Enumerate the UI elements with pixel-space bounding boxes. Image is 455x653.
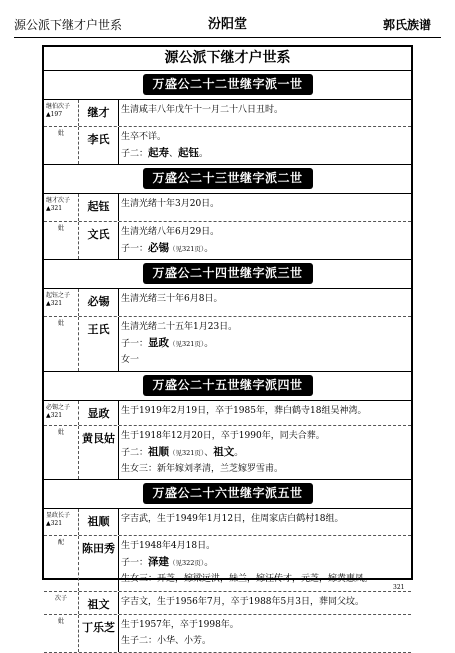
text-segment: 字吉武，生于1949年1月12日，住周家店白鹤村18组。 <box>121 514 344 524</box>
biography-cell <box>119 509 411 535</box>
biography-cell <box>119 100 411 126</box>
text-segment: 生卒不详。 <box>121 132 167 142</box>
biography-cell <box>119 615 411 652</box>
biography-cell <box>119 536 411 591</box>
biography-line <box>121 633 411 649</box>
relation-label: 继才次子 <box>46 197 71 204</box>
relation-cell <box>44 317 78 371</box>
page-note: （见321页） <box>169 245 205 253</box>
text-segment: 。 <box>199 149 209 159</box>
relation-cell <box>44 127 78 164</box>
generation-banner-label: 万盛公二十四世继字派三世 <box>142 263 312 284</box>
person-name: 必锡 <box>78 289 119 316</box>
relation-cell <box>44 100 78 126</box>
page-reference: ▲321 <box>46 205 63 212</box>
generation-banner <box>44 71 411 100</box>
person-entry <box>44 615 411 653</box>
biography-line <box>121 594 411 610</box>
biography-line <box>121 428 411 444</box>
biography-line <box>121 102 411 118</box>
child-name: 祖文 <box>213 446 235 458</box>
text-segment: 子二： <box>121 448 149 458</box>
person-name: 继才 <box>78 100 119 126</box>
biography-line <box>121 511 411 527</box>
page-note: （见321页） <box>169 340 205 348</box>
text-segment: 生于1948年4月18日。 <box>121 541 216 551</box>
text-segment: 子一： <box>121 558 149 568</box>
person-name: 起钰 <box>78 194 119 221</box>
text-segment: 。 <box>204 558 214 568</box>
generation-banner <box>44 372 411 401</box>
generation-banner-label: 万盛公二十二世继字派一世 <box>142 74 312 95</box>
header-rule <box>14 37 441 38</box>
text-segment: 生清光绪八年6月29日。 <box>121 227 220 237</box>
relation-cell <box>44 194 78 221</box>
child-name: 显政 <box>148 337 170 349</box>
biography-line <box>121 617 411 633</box>
relation-label: 妣 <box>57 320 64 327</box>
header-left-title: 源公派下继才户世系 <box>14 18 123 32</box>
text-segment: 生于1919年2月19日，卒于1985年，葬白鹤寺18组吴神湾。 <box>121 406 367 416</box>
generation-banner <box>44 165 411 194</box>
biography-cell <box>119 127 411 164</box>
biography-line <box>121 571 411 587</box>
person-name: 丁乐芝 <box>78 615 119 652</box>
person-name: 黄艮姑 <box>78 426 119 479</box>
person-entry <box>44 509 411 536</box>
biography-cell <box>119 222 411 259</box>
page-reference: ▲321 <box>46 412 63 419</box>
generation-banner <box>44 260 411 289</box>
biography-line <box>121 538 411 554</box>
relation-label: 妣 <box>57 618 64 625</box>
relation-label: 必锡之子 <box>46 404 71 411</box>
text-segment: 子一： <box>121 339 149 349</box>
relation-cell <box>44 401 78 425</box>
generations-list <box>44 71 411 653</box>
biography-line <box>121 196 411 212</box>
person-name: 祖文 <box>78 592 119 614</box>
relation-cell <box>44 509 78 535</box>
relation-cell <box>44 536 78 591</box>
biography-line <box>121 461 411 477</box>
person-entry <box>44 127 411 165</box>
biography-cell <box>119 592 411 614</box>
text-segment: 生于1957年，卒于1998年。 <box>121 620 239 630</box>
person-name: 显政 <box>78 401 119 425</box>
biography-cell <box>119 194 411 221</box>
page-reference: ▲197 <box>46 111 63 118</box>
relation-label: 显政长子 <box>46 512 71 519</box>
biography-line <box>121 319 411 335</box>
person-entry <box>44 317 411 372</box>
person-entry <box>44 426 411 480</box>
relation-cell <box>44 222 78 259</box>
text-segment: 子一： <box>121 244 149 254</box>
text-segment: 、 <box>204 448 214 458</box>
header-hall-name: 汾阳堂 <box>207 17 247 32</box>
relation-label: 妣 <box>57 429 64 436</box>
biography-line <box>121 352 411 368</box>
text-segment: 子二： <box>121 149 149 159</box>
running-header <box>0 0 455 42</box>
text-segment: 女一 <box>121 355 140 365</box>
child-name: 祖顺 <box>148 446 170 458</box>
biography-line <box>121 224 411 240</box>
relation-label: 继伯次子 <box>46 103 71 110</box>
text-segment: 。 <box>234 448 244 458</box>
relation-label: 次子 <box>54 595 67 602</box>
child-name: 起钰 <box>178 147 200 159</box>
person-entry <box>44 592 411 615</box>
relation-label: 妣 <box>57 130 64 137</box>
text-segment: 生清光绪二十五年1月23日。 <box>121 322 238 332</box>
relation-cell <box>44 592 78 614</box>
text-segment: 生清咸丰八年戊午十一月二十八日丑时。 <box>121 105 284 115</box>
person-entry <box>44 100 411 127</box>
header-book-title: 郭氏族谱 <box>382 18 431 32</box>
person-name: 王氏 <box>78 317 119 371</box>
genealogy-table <box>42 45 413 646</box>
text-segment: 生于1918年12月20日，卒于1990年，同夫合葬。 <box>121 431 325 441</box>
person-entry <box>44 289 411 317</box>
text-segment: 字吉文，生于1956年7月，卒于1988年5月3日，葬同父坟。 <box>121 597 364 607</box>
biography-cell <box>119 401 411 425</box>
biography-line <box>121 335 411 352</box>
relation-label: 配 <box>57 539 64 546</box>
person-name: 陈田秀 <box>78 536 119 591</box>
generation-banner-label: 万盛公二十五世继字派四世 <box>142 375 312 396</box>
person-entry <box>44 222 411 260</box>
page-reference: ▲321 <box>46 300 63 307</box>
text-segment: 生清光绪三十年6月8日。 <box>121 294 223 304</box>
child-name: 必锡 <box>148 242 170 254</box>
biography-line <box>121 129 411 145</box>
biography-line <box>121 291 411 307</box>
biography-cell <box>119 317 411 371</box>
biography-line <box>121 444 411 461</box>
child-name: 起寿 <box>148 147 170 159</box>
biography-line <box>121 403 411 419</box>
text-segment: 。 <box>204 244 214 254</box>
relation-label: 起钰之子 <box>46 292 71 299</box>
page-reference: ▲321 <box>46 520 63 527</box>
table-title: 源公派下继才户世系 <box>44 47 411 71</box>
text-segment: 生女三：开芝，嫁梁远洪，妹兰，嫁汪传才，元芝，嫁黄惠凤。 <box>121 574 374 584</box>
generation-banner-label: 万盛公二十三世继字派二世 <box>142 168 312 189</box>
text-segment: 、 <box>169 149 179 159</box>
relation-label: 妣 <box>57 225 64 232</box>
page-note: （见321页） <box>169 449 205 457</box>
biography-line <box>121 554 411 571</box>
text-segment: 生清光绪十年3月20日。 <box>121 199 220 209</box>
person-name: 李氏 <box>78 127 119 164</box>
text-segment: 。 <box>204 339 214 349</box>
person-name: 文氏 <box>78 222 119 259</box>
generation-banner <box>44 480 411 509</box>
biography-cell <box>119 426 411 479</box>
text-segment: 生子二：小华、小芳。 <box>121 636 212 646</box>
person-entry <box>44 194 411 222</box>
biography-line <box>121 240 411 257</box>
relation-cell <box>44 615 78 652</box>
child-name: 泽建 <box>148 556 170 568</box>
person-entry <box>44 401 411 426</box>
relation-cell <box>44 426 78 479</box>
biography-cell <box>119 289 411 316</box>
page-number: 321 <box>393 584 405 591</box>
biography-line <box>121 145 411 162</box>
text-segment: 生女三：新年嫁刘孝清，兰芝嫁罗雪甫。 <box>121 464 284 474</box>
generation-banner-label: 万盛公二十六世继字派五世 <box>142 483 312 504</box>
page-note: （见322页） <box>169 559 205 567</box>
relation-cell <box>44 289 78 316</box>
person-name: 祖顺 <box>78 509 119 535</box>
person-entry <box>44 536 411 592</box>
